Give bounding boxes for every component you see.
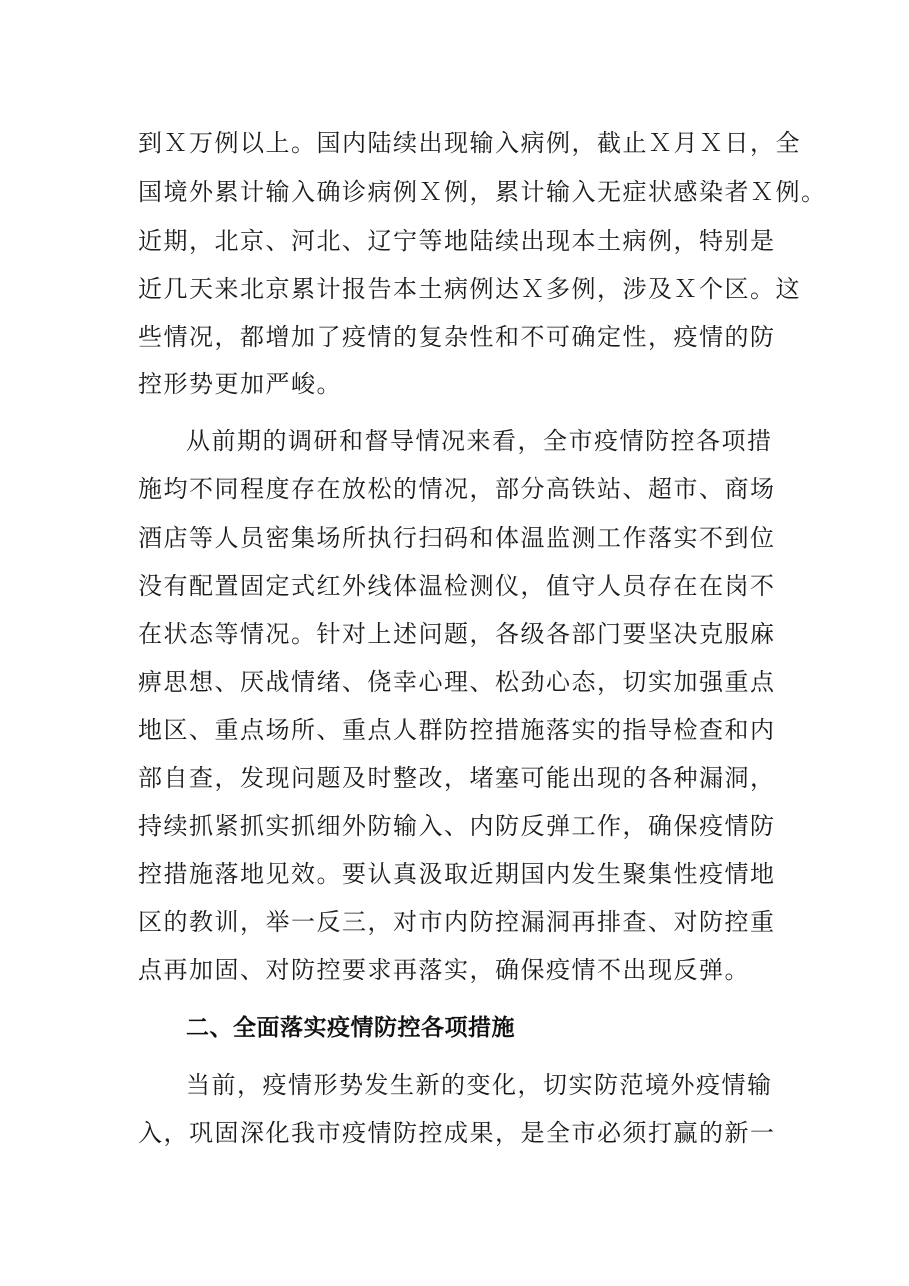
text-line: 在状态等情况。针对上述问题，各级各部门要坚决克服麻 — [138, 620, 776, 648]
text-line: 近几天来北京累计报告本土病例达Ｘ多例，涉及Ｘ个区。这 — [138, 275, 801, 303]
text-line: 从前期的调研和督导情况来看，全市疫情防控各项措 — [186, 427, 773, 455]
text-line: 持续抓紧抓实抓细外防输入、内防反弹工作，确保疫情防 — [138, 812, 776, 840]
text-line: 点再加固、对防控要求再落实，确保疫情不出现反弹。 — [138, 956, 750, 984]
text-line: 酒店等人员密集场所执行扫码和体温监测工作落实不到位 — [138, 524, 776, 552]
text-line: 些情况，都增加了疫情的复杂性和不可确定性，疫情的防 — [138, 323, 776, 351]
text-line: 当前，疫情形势发生新的变化，切实防范境外疫情输 — [186, 1071, 773, 1099]
text-line: 到Ｘ万例以上。国内陆续出现输入病例，截止Ｘ月Ｘ日，全 — [138, 129, 801, 157]
text-line: 部自查，发现问题及时整改，堵塞可能出现的各种漏洞， — [138, 764, 776, 792]
text-line: 近期，北京、河北、辽宁等地陆续出现本土病例，特别是 — [138, 227, 776, 255]
text-line: 控形势更加严峻。 — [138, 370, 342, 398]
text-line: 国境外累计输入确诊病例Ｘ例，累计输入无症状感染者Ｘ例。 — [138, 178, 827, 206]
text-line: 没有配置固定式红外线体温检测仪，值守人员存在在岗不 — [138, 572, 776, 600]
text-line: 痹思想、厌战情绪、侥幸心理、松劲心态，切实加强重点 — [138, 668, 776, 696]
text-line: 入，巩固深化我市疫情防控成果，是全市必须打赢的新一 — [138, 1119, 776, 1147]
text-line: 控措施落地见效。要认真汲取近期国内发生聚集性疫情地 — [138, 860, 776, 888]
text-line: 施均不同程度存在放松的情况，部分高铁站、超市、商场 — [138, 475, 776, 503]
text-line: 区的教训，举一反三，对市内防控漏洞再排查、对防控重 — [138, 908, 776, 936]
text-line: 地区、重点场所、重点人群防控措施落实的指导检查和内 — [138, 716, 776, 744]
section-heading: 二、全面落实疫情防控各项措施 — [186, 1015, 515, 1041]
